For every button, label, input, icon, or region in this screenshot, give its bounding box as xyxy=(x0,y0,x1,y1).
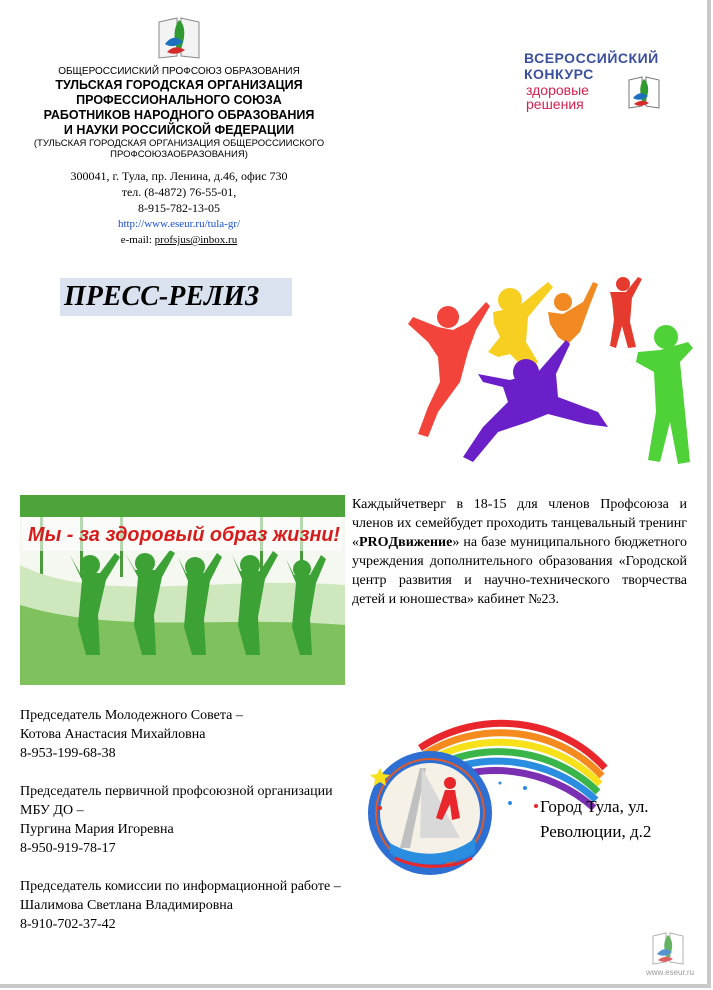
header-line: И НАУКИ РОССИЙСКОЙ ФЕДЕРАЦИИ xyxy=(63,123,295,137)
contest-logo-text: ВСЕРОССИЙСКИЙ xyxy=(524,50,659,66)
contact-persons xyxy=(20,706,350,953)
venue-address xyxy=(540,794,700,844)
phone-text: тел. (8-4872) 76-55-01, xyxy=(121,185,237,199)
contest-logo-text: решения xyxy=(526,96,584,112)
announcement-part: Каждыйчетверг в 18-15 для членов Профсоюза и членов их семейбудет проходить танцевальный тренинг « xyxy=(352,497,687,550)
person-title: Председатель первичной профсоюзной организации МБУ ДО – xyxy=(20,784,333,818)
banner-slogan: Мы - за здоровый образ жизни! xyxy=(28,524,341,546)
announcement-text xyxy=(352,495,687,609)
person-name: Шалимова Светлана Владимировна xyxy=(20,898,234,913)
header-line: ОБЩЕРОССИИСКИЙ ПРОФСОЮЗ ОБРАЗОВАНИЯ xyxy=(58,66,300,77)
contest-logo xyxy=(516,40,666,130)
organization-header xyxy=(10,66,348,160)
watermark-text: www.eseur.ru xyxy=(646,968,695,977)
press-release-title: ПРЕСС-РЕЛИЗ xyxy=(60,278,292,316)
email-link[interactable]: profsjus@inbox.ru xyxy=(154,234,238,246)
email-label: e-mail: xyxy=(120,234,155,246)
phone-text: 8-915-782-13-05 xyxy=(138,201,220,215)
address-text: 300041, г. Тула, пр. Ленина, д.46, офис 730 xyxy=(70,169,288,183)
person-block xyxy=(20,706,350,763)
person-name: Пургина Мария Игоревна xyxy=(20,822,174,837)
address-line: Революции, д.2 xyxy=(540,822,652,841)
person-block xyxy=(20,877,350,934)
dancers-illustration xyxy=(398,262,698,472)
watermark xyxy=(646,930,695,980)
person-phone: 8-910-702-37-42 xyxy=(20,917,116,932)
contest-logo-text: КОНКУРС xyxy=(524,66,594,82)
person-title: Председатель комиссии по информационной работе – xyxy=(20,879,341,894)
person-name: Котова Анастасия Михайловна xyxy=(20,727,206,742)
announcement-part: » на базе муниципального бюджетного учреждения дополнительного образования «Городской центр развития и научно-технического творчества детей и юношества» кабинет №23. xyxy=(352,535,687,607)
union-emblem-icon xyxy=(155,14,203,60)
header-line: ПРОФСОЮЗАОБРАЗОВАНИЯ) xyxy=(110,149,248,160)
person-block xyxy=(20,782,350,858)
address-line: Город Тула, ул. xyxy=(540,797,649,816)
contact-info xyxy=(10,168,348,248)
header-line: РАБОТНИКОВ НАРОДНОГО ОБРАЗОВАНИЯ xyxy=(43,108,315,122)
person-phone: 8-950-919-78-17 xyxy=(20,841,116,856)
center-emblem-logo xyxy=(360,708,610,878)
header-line: (ТУЛЬСКАЯ ГОРОДСКАЯ ОРГАНИЗАЦИЯ ОБЩЕРОССИИСКОГО xyxy=(33,138,325,149)
header-line: ТУЛЬСКАЯ ГОРОДСКАЯ ОРГАНИЗАЦИЯ xyxy=(55,78,303,92)
website-link[interactable]: http://www.eseur.ru/tula-gr/ xyxy=(117,218,241,230)
healthy-lifestyle-banner xyxy=(20,495,345,685)
watermark-emblem-icon xyxy=(650,930,686,966)
person-phone: 8-953-199-68-38 xyxy=(20,746,116,761)
person-title: Председатель Молодежного Совета – xyxy=(20,708,243,723)
email-line xyxy=(10,232,348,248)
training-name: PROДвижение xyxy=(359,535,453,550)
contest-logo-text: здоровые xyxy=(526,82,589,98)
contest-emblem-icon xyxy=(626,74,662,110)
header-line: ПРОФЕССИОНАЛЬНОГО СОЮЗА xyxy=(76,93,282,107)
